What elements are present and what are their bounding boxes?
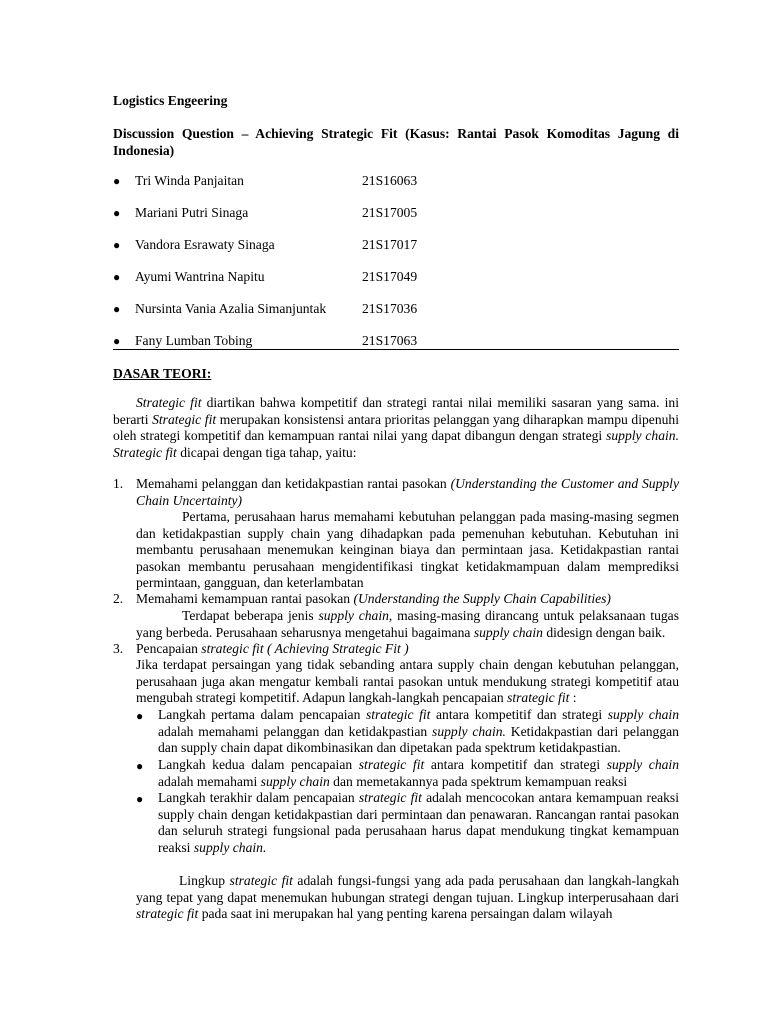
step-number: 3. — [113, 641, 124, 656]
member-row — [113, 205, 679, 223]
bullet-icon: ● — [136, 709, 144, 723]
member-nim: 21S17063 — [362, 333, 418, 348]
step-number: 1. — [113, 476, 124, 491]
member-name: Vandora Esrawaty Sinaga — [135, 237, 275, 252]
member-name: Ayumi Wantrina Napitu — [135, 269, 265, 284]
step-body: Pertama, perusahaan harus memahami kebutuhan pelanggan pada masing-masing segmen dan ketidakpastian supply chain yang dihadapkan pada pemenuhan kebutuhan. Kebutuhan ini membantu perusahaan menemukan keinginan biaya dan permintaan jasa. Ketidakpastian rantai pasokan membantu perusahaan mengidentifikasi tingkat ketidakmampuan dalam memprediksi permintaan, gangguan, dan keterlambatan — [136, 509, 679, 590]
member-name: Mariani Putri Sinaga — [135, 205, 249, 220]
bullet-icon: ● — [136, 792, 144, 806]
member-name: Fany Lumban Tobing — [135, 333, 253, 348]
bullet-icon: ● — [136, 759, 144, 773]
course-title: Logistics Engeering — [113, 93, 228, 108]
step-heading: Pencapaian strategic fit ( Achieving Strategic Fit ) — [136, 641, 409, 656]
step-heading: Memahami kemampuan rantai pasokan (Understanding the Supply Chain Capabilities) — [136, 591, 611, 606]
substep-paragraph: Langkah terakhir dalam pencapaian strategic fit adalah mencocokan antara kemampuan reaksi supply chain dengan ketidakpastian dari permintaan dan penawaran. Rancangan rantai pasokan dan seluruh strategi fungsional pada perusahaan harus dapat mendukung tingkat kemampuan reaksi supply chain. — [158, 790, 679, 855]
closing-paragraph: Lingkup strategic fit adalah fungsi-fungsi yang ada pada perusahaan dan langkah-langkah yang tepat yang dapat menemukan hubungan strategi dengan tujuan. Lingkup interperusahaan dari strategic fit pada saat ini merupakan hal yang penting karena persaingan dalam wilayah — [136, 873, 679, 921]
substep-paragraph: Langkah pertama dalam pencapaian strategic fit antara kompetitif dan strategi supply chain adalah memahami pelanggan dan ketidakpastian supply chain. Ketidakpastian dari pelanggan dan supply chain dapat dikombinasikan dan dipetakan pada spektrum ketidakpastian. — [158, 707, 679, 755]
substep-paragraph: Langkah kedua dalam pencapaian strategic fit antara kompetitif dan strategi supply chain adalah memahami supply chain dan memetakannya pada spektrum kemampuan reaksi — [158, 757, 679, 789]
member-row — [113, 301, 679, 319]
bullet-icon: ● — [113, 238, 121, 252]
bullet-icon: ● — [113, 206, 121, 220]
step-number: 2. — [113, 591, 124, 606]
member-nim: 21S17005 — [362, 205, 418, 220]
bullet-icon: ● — [113, 270, 121, 284]
member-row — [113, 269, 679, 287]
intro-paragraph: Strategic fit diartikan bahwa kompetitif dan strategi rantai nilai memiliki sasaran yang sama. ini berarti Strategic fit merupakan konsistensi antara prioritas pelanggan yang diharapkan mampu dipenuhi oleh strategi kompetitif dan kemampuan rantai nilai yang dapat dibangun dengan strategi supply chain. Strategic fit dicapai dengan tiga tahap, yaitu: — [113, 395, 680, 460]
member-nim: 21S17036 — [362, 301, 418, 316]
bullet-icon: ● — [113, 174, 121, 188]
section-heading: DASAR TEORI: — [113, 366, 212, 381]
bullet-icon: ● — [113, 334, 121, 348]
document-title: Discussion Question – Achieving Strategic Fit (Kasus: Rantai Pasok Komoditas Jagung di Indonesia) — [113, 126, 679, 158]
member-row — [113, 173, 679, 191]
horizontal-divider — [113, 349, 679, 350]
member-nim: 21S16063 — [362, 173, 418, 188]
step-heading: Memahami pelanggan dan ketidakpastian rantai pasokan (Understanding the Customer and Supply Chain Uncertainty) — [136, 476, 679, 508]
member-nim: 21S17049 — [362, 269, 418, 284]
member-name: Tri Winda Panjaitan — [135, 173, 244, 188]
bullet-icon: ● — [113, 302, 121, 316]
step-body: Jika terdapat persaingan yang tidak sebanding antara supply chain dengan kebutuhan pelanggan, perusahaan juga akan mengatur kembali rantai pasokan untuk mendukung strategi kompetitif atau mengubah strategi kompetitif. Adapun langkah-langkah pencapaian strategic fit : — [136, 657, 679, 705]
member-nim: 21S17017 — [362, 237, 418, 252]
member-row — [113, 237, 679, 255]
step-body: Terdapat beberapa jenis supply chain, masing-masing dirancang untuk pelaksanaan tugas yang berbeda. Perusahaan seharusnya mengetahui bagaimana supply chain didesign dengan baik. — [136, 608, 679, 640]
member-name: Nursinta Vania Azalia Simanjuntak — [135, 301, 327, 316]
